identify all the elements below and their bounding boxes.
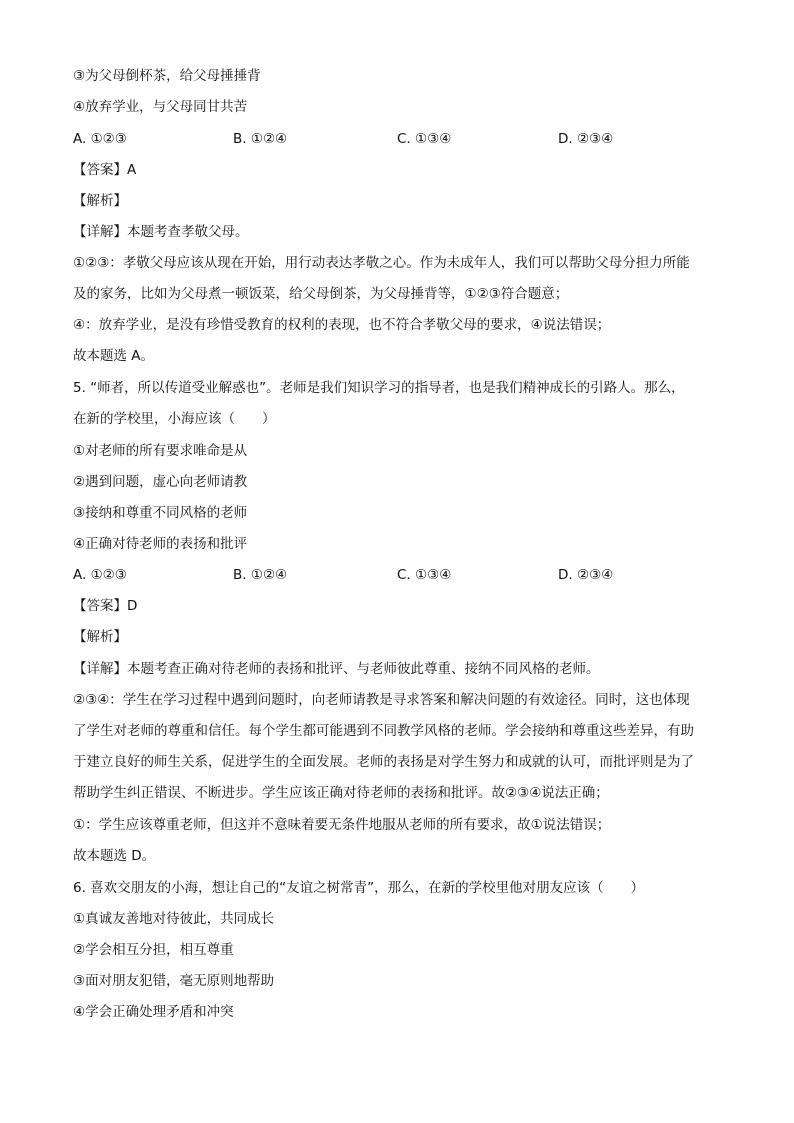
q5-option-d: D. ②③④ xyxy=(558,567,614,583)
q5-stem-line-2: 在新的学校里，小海应该（ ） xyxy=(73,411,276,427)
q5-item-4: ④正确对待老师的表扬和批评 xyxy=(73,536,248,552)
q5-explanation-1-line-4: 帮助学生纠正错误、不断进步。学生应该正确对待老师的表扬和批评。故②③④说法正确； xyxy=(73,785,609,801)
q5-explanation-1-line-1: ②③④：学生在学习过程中遇到问题时，向老师请教是寻求答案和解决问题的有效途径。同时，这也体现 xyxy=(73,692,690,708)
q4-options xyxy=(73,129,733,149)
q4-detail: 【详解】本题考查孝敬父母。 xyxy=(73,224,249,240)
q4-item-4: ④放弃学业，与父母同甘共苦 xyxy=(73,99,248,115)
q4-item-3: ③为父母倒杯茶，给父母捶捶背 xyxy=(73,68,261,84)
q4-explanation-1-line-2: 及的家务，比如为父母煮一顿饭菜，给父母倒茶，为父母捶背等，①②③符合题意； xyxy=(73,286,569,302)
q4-option-d: D. ②③④ xyxy=(558,131,614,147)
q4-answer: 【答案】A xyxy=(73,162,137,178)
q4-option-a: A. ①②③ xyxy=(73,131,127,147)
q6-item-4: ④学会正确处理矛盾和冲突 xyxy=(73,1004,234,1020)
q5-explanation-1-line-3: 于建立良好的师生关系，促进学生的全面发展。老师的表扬是对学生努力和成就的认可，而批评则是为了 xyxy=(73,754,694,770)
q5-analysis-heading: 【解析】 xyxy=(73,629,127,645)
q4-option-b: B. ①②④ xyxy=(233,131,288,147)
q6-item-1: ①真诚友善地对待彼此，共同成长 xyxy=(73,911,275,927)
q5-item-3: ③接纳和尊重不同风格的老师 xyxy=(73,505,248,521)
q5-item-1: ①对老师的所有要求唯命是从 xyxy=(73,443,248,459)
q4-conclusion: 故本题选 A。 xyxy=(73,348,155,364)
q5-answer: 【答案】D xyxy=(73,598,138,614)
q5-option-b: B. ①②④ xyxy=(233,567,288,583)
q6-item-3: ③面对朋友犯错，毫无原则地帮助 xyxy=(73,973,275,989)
q5-stem-line-1: 5. “师者，所以传道受业解惑也”。老师是我们知识学习的指导者，也是我们精神成长的引路人。那么， xyxy=(73,380,685,396)
q5-option-a: A. ①②③ xyxy=(73,567,127,583)
q5-options xyxy=(73,565,733,585)
q5-item-2: ②遇到问题，虚心向老师请教 xyxy=(73,474,248,490)
q5-explanation-1-line-2: 了学生对老师的尊重和信任。每个学生都可能遇到不同教学风格的老师。学会接纳和尊重这些差异，有助 xyxy=(73,723,694,739)
q4-analysis-heading: 【解析】 xyxy=(73,193,127,209)
q5-conclusion: 故本题选 D。 xyxy=(73,848,156,864)
q5-explanation-2: ①：学生应该尊重老师，但这并不意味着要无条件地服从老师的所有要求，故①说法错误； xyxy=(73,817,611,833)
q5-detail: 【详解】本题考查正确对待老师的表扬和批评、与老师彼此尊重、接纳不同风格的老师。 xyxy=(73,661,600,677)
q5-option-c: C. ①③④ xyxy=(397,567,452,583)
q6-stem: 6. 喜欢交朋友的小海，想让自己的“友谊之树常青”，那么，在新的学校里他对朋友应该（ ） xyxy=(73,880,645,896)
q6-item-2: ②学会相互分担，相互尊重 xyxy=(73,942,234,958)
q4-explanation-2: ④：放弃学业，是没有珍惜受教育的权利的表现，也不符合孝敬父母的要求，④说法错误； xyxy=(73,317,611,333)
q4-explanation-1-line-1: ①②③：孝敬父母应该从现在开始，用行动表达孝敬之心。作为未成年人，我们可以帮助父母分担力所能 xyxy=(73,255,690,271)
q4-option-c: C. ①③④ xyxy=(397,131,452,147)
